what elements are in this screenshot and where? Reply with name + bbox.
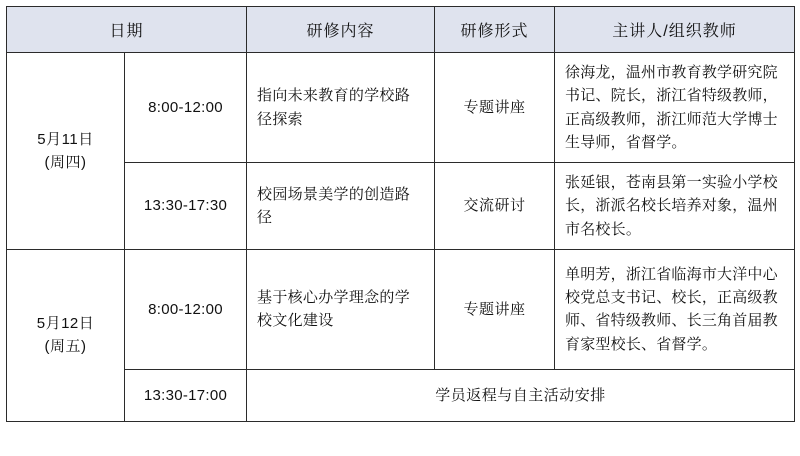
column-header-topic: 研修内容 xyxy=(247,7,435,53)
table-row xyxy=(7,53,795,163)
cell-form: 交流研讨 xyxy=(435,163,555,250)
cell-person: 单明芳，浙江省临海市大洋中心校党总支书记、校长，正高级教师、省特级教师、长三角首届教育家型校长、省督学。 xyxy=(555,249,795,369)
cell-time: 13:30-17:00 xyxy=(125,369,247,421)
table-row xyxy=(7,369,795,421)
cell-person: 徐海龙，温州市教育教学研究院书记、院长，浙江省特级教师，正高级教师，浙江师范大学博士生导师，省督学。 xyxy=(555,53,795,163)
cell-merged-note: 学员返程与自主活动安排 xyxy=(247,369,795,421)
table-row xyxy=(7,163,795,250)
date-line-primary: 5月12日 xyxy=(36,315,95,332)
cell-time: 13:30-17:30 xyxy=(125,163,247,250)
cell-form: 专题讲座 xyxy=(435,249,555,369)
schedule-table xyxy=(6,6,795,422)
table-header xyxy=(7,7,795,53)
cell-date-day1 xyxy=(7,53,125,250)
date-line-secondary: (周五) xyxy=(44,338,87,356)
date-line-secondary: (周四) xyxy=(44,153,87,171)
table-body xyxy=(7,53,795,422)
cell-topic: 基于核心办学理念的学校文化建设 xyxy=(247,249,435,369)
column-header-form: 研修形式 xyxy=(435,7,555,53)
date-line-primary: 5月11日 xyxy=(37,130,94,148)
cell-time: 8:00-12:00 xyxy=(125,249,247,369)
cell-topic: 指向未来教育的学校路径探索 xyxy=(247,53,435,163)
cell-time: 8:00-12:00 xyxy=(125,53,247,163)
table-row xyxy=(7,249,795,369)
cell-person: 张延银，苍南县第一实验小学校长，浙派名校长培养对象，温州市名校长。 xyxy=(555,163,795,250)
table-header-row xyxy=(7,7,795,53)
column-header-date: 日期 xyxy=(7,7,247,53)
cell-date-day2 xyxy=(7,249,125,421)
cell-form: 专题讲座 xyxy=(435,53,555,163)
column-header-person: 主讲人/组织教师 xyxy=(555,7,795,53)
cell-topic: 校园场景美学的创造路径 xyxy=(247,163,435,250)
